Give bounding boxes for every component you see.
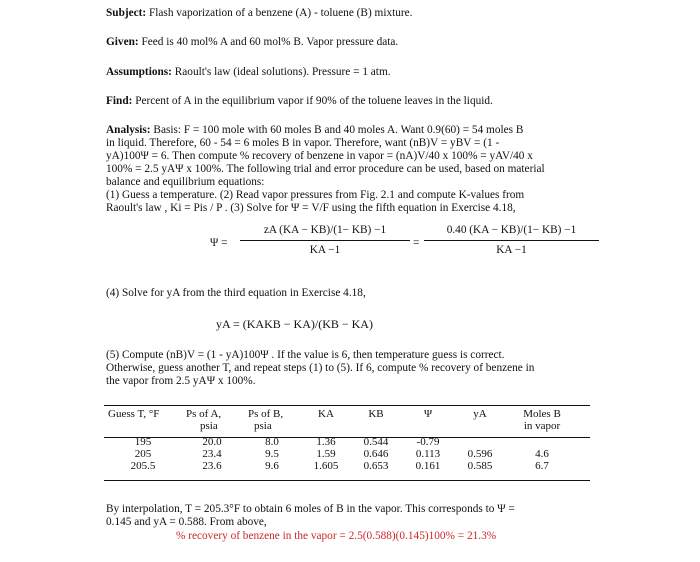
cell: 0.544 [363, 436, 389, 448]
analysis-line-6: (1) Guess a temperature. (2) Read vapor pressures from Fig. 2.1 and compute K-values from [106, 189, 525, 201]
psi-numerator-1: zA (KA − KB)/(1− KB) −1 [263, 224, 387, 236]
col-kb-sub [350, 420, 402, 432]
cell: 195 [134, 436, 152, 448]
table-top-rule [104, 405, 590, 406]
col-pb-unit: psia [254, 420, 272, 432]
cell: 0.596 [467, 448, 493, 460]
psi-equals: = [413, 237, 420, 249]
fraction-bar-2 [424, 240, 599, 241]
analysis-line-7: Raoult's law , Ki = Pis / P . (3) Solve for Ψ = V/F using the fifth equation in Exercise 4.18, [106, 202, 516, 214]
given-label: Given: [106, 36, 139, 48]
cell: 4.6 [535, 448, 549, 460]
col-ya: yA [473, 408, 487, 420]
cell: 1.36 [316, 436, 336, 448]
cell: 9.6 [265, 460, 279, 472]
psi-numerator-2: 0.40 (KA − KB)/(1− KB) −1 [446, 224, 577, 236]
cell: 0.161 [415, 460, 441, 472]
cell: 0.585 [467, 460, 493, 472]
col-guess-t-sub [104, 420, 182, 432]
table-row [104, 448, 578, 460]
conclusion-line-1: By interpolation, T = 205.3°F to obtain 6 moles of B in the vapor. This corresponds to Ψ = [106, 503, 515, 515]
cell: 0.653 [363, 460, 389, 472]
subject-text: Flash vaporization of a benzene (A) - toluene (B) mixture. [149, 7, 413, 19]
table-bottom-rule [104, 480, 590, 481]
find-line [106, 95, 493, 108]
result-line: % recovery of benzene in the vapor = 2.5(0.588)(0.145)100% = 21.3% [176, 530, 497, 542]
trial-table [104, 408, 578, 472]
table-row [104, 436, 578, 448]
col-pb: Ps of B, [248, 408, 284, 420]
cell: 0.113 [415, 448, 441, 460]
cell: 23.4 [202, 448, 222, 460]
cell: 20.0 [202, 436, 222, 448]
col-moles-b-unit: in vapor [523, 420, 561, 432]
step5-line-2: Otherwise, guess another T, and repeat steps (1) to (5). If 6, compute % recovery of benzene in [106, 362, 535, 374]
cell: -0.79 [416, 436, 440, 448]
cell: 8.0 [265, 436, 279, 448]
analysis-line-4: 100% = 2.5 yAΨ x 100%. The following trial and error procedure can be used, based on material [106, 163, 545, 175]
cell: 205 [134, 448, 152, 460]
assumptions-label: Assumptions: [106, 66, 172, 78]
given-line [106, 36, 398, 49]
given-text: Feed is 40 mol% A and 60 mol% B. Vapor pressure data. [141, 36, 399, 48]
col-moles-b: Moles B [523, 408, 561, 420]
table-header-row-2 [104, 420, 578, 432]
cell: 23.6 [202, 460, 222, 472]
col-guess-t: Guess T, °F [108, 408, 160, 420]
cell: 0.646 [363, 448, 389, 460]
psi-denominator-1: KA −1 [309, 244, 341, 256]
subject-line [106, 7, 413, 20]
col-psi: Ψ [423, 408, 433, 420]
step5-line-1: (5) Compute (nB)V = (1 - yA)100Ψ . If the value is 6, then temperature guess is correct. [106, 349, 505, 361]
cell: 9.5 [265, 448, 279, 460]
find-label: Find: [106, 95, 133, 107]
analysis-line-5: balance and equilibrium equations: [106, 176, 265, 188]
step5-line-3: the vapor from 2.5 yAΨ x 100%. [106, 375, 256, 387]
step4-line: (4) Solve for yA from the third equation in Exercise 4.18, [106, 287, 366, 299]
analysis-text-1: Basis: F = 100 mole with 60 moles B and 40 moles A. Want 0.9(60) = 54 moles B [153, 124, 524, 136]
table-header-row-1 [104, 408, 578, 420]
table-row [104, 460, 578, 472]
ya-equation: yA = (KAKB − KA)/(KB − KA) [216, 317, 373, 331]
col-ya-sub [454, 420, 506, 432]
conclusion-line-2: 0.145 and yA = 0.588. From above, [106, 516, 267, 528]
col-ka: KA [318, 408, 334, 420]
analysis-label: Analysis: [106, 124, 151, 136]
cell [454, 436, 506, 448]
col-pa: Ps of A, [186, 408, 222, 420]
cell [506, 436, 578, 448]
psi-denominator-2: KA −1 [496, 244, 527, 256]
cell: 1.59 [316, 448, 336, 460]
col-kb: KB [368, 408, 384, 420]
subject-label: Subject: [106, 7, 147, 19]
col-pa-unit: psia [200, 420, 218, 432]
col-psi-sub [402, 420, 454, 432]
analysis-line-3: yA)100Ψ = 6. Then compute % recovery of benzene in vapor = (nA)V/40 x 100% = yAV/40 x [106, 150, 533, 162]
cell: 6.7 [535, 460, 549, 472]
col-ka-sub [302, 420, 350, 432]
analysis-line-1 [106, 124, 523, 137]
find-text: Percent of A in the equilibrium vapor if 90% of the toluene leaves in the liquid. [135, 95, 493, 107]
assumptions-line [106, 66, 391, 79]
fraction-bar-1 [240, 240, 410, 241]
analysis-line-2: in liquid. Therefore, 60 - 54 = 6 moles B in vapor. Therefore, want (nB)V = yBV = (1 - [106, 137, 500, 149]
assumptions-text: Raoult's law (ideal solutions). Pressure = 1 atm. [174, 66, 391, 78]
cell: 1.605 [313, 460, 339, 472]
psi-lhs: Ψ = [210, 237, 228, 249]
cell: 205.5 [130, 460, 156, 472]
